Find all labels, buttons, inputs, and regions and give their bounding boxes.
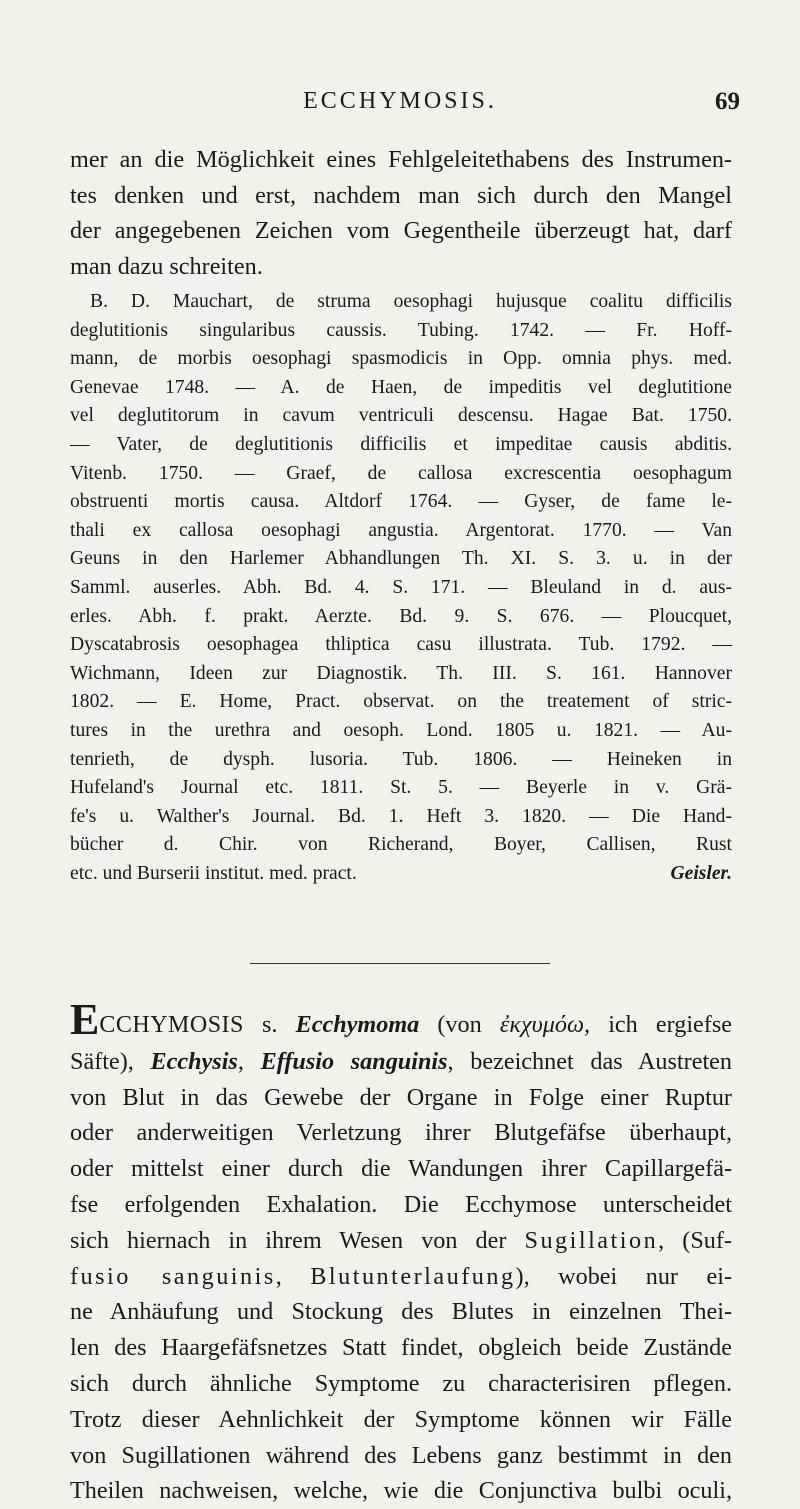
text: s. — [243, 1011, 296, 1038]
text: , — [237, 1047, 261, 1075]
bib-line: tures in the urethra and oesoph. Lond. 1805 u. 1821. — Au- — [70, 719, 732, 741]
running-head: ECCHYMOSIS. — [303, 88, 497, 114]
text: ich ergiefse — [590, 1011, 732, 1038]
text: Säfte), — [70, 1047, 151, 1075]
section-divider — [250, 963, 550, 964]
bibliography-block — [70, 288, 732, 888]
synonym: Ecchymoma — [295, 1011, 420, 1038]
text: , (Suf- — [658, 1226, 732, 1254]
bib-line: fe's u. Walther's Journal. Bd. 1. Heft 3. 1820. — Die Hand- — [70, 805, 732, 827]
page-header — [60, 88, 740, 124]
text-line: len des Haargefäfsnetzes Statt findet, obgleich beide Zustände — [70, 1334, 732, 1362]
text-line: oder mittelst einer durch die Wandungen ihrer Capillargefä- — [70, 1155, 732, 1183]
bib-line: tenrieth, de dysph. lusoria. Tub. 1806. — Heineken in — [70, 748, 732, 770]
bib-line: deglutitionis singularibus caussis. Tubing. 1742. — Fr. Hoff- — [70, 319, 732, 341]
spaced-term: Sugillation — [524, 1226, 659, 1254]
bib-line: Vitenb. 1750. — Graef, de callosa excrescentia oesophagum — [70, 462, 732, 484]
text-line: von Blut in das Gewebe der Organe in Folge einer Ruptur — [70, 1083, 732, 1111]
author-signature: Geisler. — [670, 862, 732, 884]
text-line: ne Anhäufung und Stockung des Blutes in einzelnen Thei- — [70, 1298, 732, 1326]
bib-line: 1802. — E. Home, Pract. observat. on the treatement of stric- — [70, 691, 732, 713]
text: (von — [419, 1011, 500, 1038]
bib-line-text: etc. und Burserii institut. med. pract. — [70, 862, 357, 884]
greek-word: ἐκχυμόω, — [499, 1011, 591, 1038]
text-line: mer an die Möglichkeit eines Fehlgeleitethabens des Instrumen- — [70, 146, 732, 173]
bib-line-last — [70, 860, 732, 889]
text-line: tes denken und erst, nachdem man sich durch den Mangel — [70, 181, 732, 209]
spaced-term: Blutunterlaufung — [310, 1262, 516, 1290]
text: , — [275, 1262, 311, 1290]
entry-first-line — [70, 995, 732, 1044]
entry-ecchymosis — [70, 995, 732, 1509]
bib-line: — Vater, de deglutitionis difficilis et impeditae causis abditis. — [70, 433, 732, 455]
bib-line: Geuns in den Harlemer Abhandlungen Th. XI. S. 3. u. in der — [70, 548, 732, 570]
spaced-term: fusio sanguinis — [70, 1262, 276, 1290]
continuation-paragraph — [70, 142, 732, 284]
text-line: man dazu schreiten. — [70, 252, 263, 280]
text-line: Trotz dieser Aehnlichkeit der Symptome können wir Fälle — [70, 1405, 732, 1433]
text-line: sich durch ähnliche Symptome zu characterisiren pflegen. — [70, 1369, 732, 1397]
bib-line: B. D. Mauchart, de struma oesophagi hujusque coalitu difficilis — [90, 291, 732, 312]
bib-line: bücher d. Chir. von Richerand, Boyer, Callisen, Rust — [70, 834, 732, 856]
text-line — [70, 1044, 732, 1080]
bib-line: Samml. auserles. Abh. Bd. 4. S. 171. — Bleuland in d. aus- — [70, 576, 732, 598]
headword: CCHYMOSIS — [99, 1012, 244, 1038]
text-line — [70, 1223, 732, 1259]
text: , bezeichnet das Austreten — [447, 1047, 732, 1075]
bib-line: obstruenti mortis causa. Altdorf 1764. — Gyser, de fame le- — [70, 491, 732, 513]
text-line: von Sugillationen während des Lebens ganz bestimmt in den — [70, 1441, 732, 1469]
text-line — [70, 1259, 732, 1295]
text-line: oder anderweitigen Verletzung ihrer Blutgefäfse überhaupt, — [70, 1119, 732, 1147]
text-line: Theilen nachweisen, welche, wie die Conjunctiva bulbi oculi, — [70, 1477, 732, 1505]
synonym: Ecchysis — [150, 1047, 238, 1075]
bib-line: Wichmann, Ideen zur Diagnostik. Th. III. S. 161. Hannover — [70, 662, 732, 684]
text: ), wobei nur ei- — [515, 1262, 732, 1290]
page-number: 69 — [715, 88, 740, 115]
bib-line: mann, de morbis oesophagi spasmodicis in Opp. omnia phys. med. — [70, 348, 732, 370]
bib-line: vel deglutitorum in cavum ventriculi descensu. Hagae Bat. 1750. — [70, 405, 732, 427]
bib-line: Hufeland's Journal etc. 1811. St. 5. — Beyerle in v. Grä- — [70, 777, 732, 799]
text-line: fse erfolgenden Exhalation. Die Ecchymose unterscheidet — [70, 1190, 732, 1218]
text-line: der angegebenen Zeichen vom Gegentheile überzeugt hat, darf — [70, 217, 732, 244]
text: sich hiernach in ihrem Wesen von der — [70, 1226, 525, 1254]
bib-line: thali ex callosa oesophagi angustia. Argentorat. 1770. — Van — [70, 519, 732, 541]
bib-line: Genevae 1748. — A. de Haen, de impeditis vel deglutitione — [70, 376, 732, 398]
bib-line: erles. Abh. f. prakt. Aerzte. Bd. 9. S. 676. — Ploucquet, — [70, 605, 732, 627]
drop-cap: E — [70, 995, 100, 1044]
synonym: Effusio sanguinis — [260, 1047, 448, 1075]
bib-line: Dyscatabrosis oesophagea thliptica casu illustrata. Tub. 1792. — — [70, 634, 732, 656]
